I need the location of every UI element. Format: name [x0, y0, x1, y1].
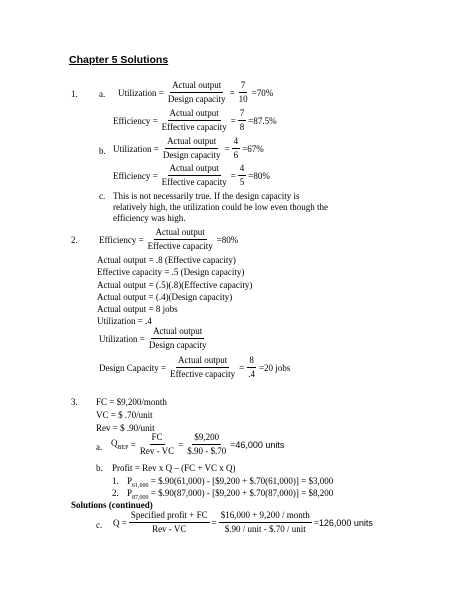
- equation-lhs: Design Capacity: [99, 362, 159, 373]
- fraction-numerator: $16,000 + 9,200 / month: [219, 510, 312, 523]
- fraction-denominator: Design capacity: [167, 94, 226, 104]
- equation-result: 126,000 units: [318, 517, 373, 528]
- equation-lhs: Utilization: [99, 333, 138, 344]
- given-vc: VC = $ .70/unit: [96, 410, 153, 420]
- fraction-numerator: Actual output: [168, 163, 221, 176]
- equation-result: 67%: [247, 143, 264, 154]
- equation-lhs: Q: [113, 517, 120, 528]
- equation-lhs: Utilization: [113, 143, 152, 154]
- part-label: b.: [96, 463, 103, 473]
- equation-utilization: Utilization = $\frac{\text{Actual output}}{\text{Design capacity}}$: [99, 326, 207, 350]
- fraction-numerator: 4: [238, 163, 247, 176]
- fraction-denominator: Effective capacity: [161, 122, 227, 132]
- fraction-denominator: $.90 / unit - $.70 / unit: [224, 524, 306, 534]
- fraction-numerator: 8: [247, 355, 256, 368]
- equation-result: 87.5%: [253, 115, 277, 126]
- text-line: Actual output = (.4)(Design capacity): [97, 291, 233, 302]
- text-line: Actual output = .8 (Effective capacity): [97, 255, 236, 265]
- equation-efficiency-b: Efficiency = $\frac{\text{Actual output}}{\text{Effective capacity}}$ = $\frac{4}{5}$ = 80%: [113, 163, 270, 187]
- fraction-denominator: Effective capacity: [147, 241, 213, 251]
- fraction-denominator: Effective capacity: [170, 369, 236, 379]
- subscript: BEP: [117, 444, 129, 451]
- fraction-numerator: Actual output: [165, 136, 218, 149]
- fraction: [161, 136, 223, 161]
- fraction-numerator: Actual output: [168, 108, 221, 121]
- subscript: 87,000: [132, 494, 149, 501]
- text-line: Utilization = .4: [97, 316, 152, 327]
- equation-result: 70%: [256, 87, 274, 98]
- fraction-numerator: Actual output: [151, 326, 204, 339]
- fraction: [147, 326, 209, 351]
- fraction-denominator: 8: [239, 122, 245, 132]
- list-number: 1.: [112, 476, 119, 486]
- fraction: [237, 80, 250, 105]
- fraction: [160, 108, 229, 133]
- fraction: [166, 80, 228, 105]
- part-label: a.: [96, 442, 103, 452]
- equation-lhs: Efficiency: [113, 170, 151, 181]
- part-label: c.: [99, 191, 106, 201]
- fraction: [129, 510, 210, 535]
- fraction-denominator: .4: [248, 369, 255, 379]
- equation-efficiency-a: Efficiency = $\frac{\text{Actual output}}{\text{Effective capacity}}$ = $\frac{7}{8}$ = 87.5%: [113, 108, 277, 132]
- equation-efficiency: Efficiency = $\frac{\text{Actual output}}{\text{Effective capacity}}$ = 80%: [99, 227, 239, 251]
- equation-lhs: [111, 438, 129, 451]
- fraction-denominator: Rev - VC: [139, 446, 175, 456]
- equation-utilization-a: Utilization = $\frac{\text{Actual output}}{\text{Design capacity}}$ = $\frac{7}{10}$ = 70%: [118, 80, 274, 104]
- equation-lhs: Efficiency: [99, 234, 137, 245]
- fraction-denominator: Rev - VC: [152, 524, 187, 534]
- fraction-denominator: 10: [238, 94, 248, 104]
- variable: P: [127, 476, 133, 486]
- given-rev: Rev = $ .90/unit: [96, 423, 155, 433]
- fraction-denominator: $.90 - $.70: [187, 446, 227, 456]
- list-number: 2.: [112, 488, 119, 498]
- equation-target-profit: Q = $\frac{\text{Specified profit + FC}}{\text{Rev - VC}}$ = $\frac{\text{\$16,000 + 9,200 / month}}{\text{\$.90 / unit - \$.70 / unit}}$ = 126,000 units: [113, 510, 373, 534]
- text-line: Actual output = (.5)(.8)(Effective capacity): [97, 279, 253, 290]
- derivation-lines: [97, 254, 252, 328]
- fraction: [146, 227, 215, 252]
- equation-result: 80%: [221, 234, 239, 245]
- profit-line-1: [127, 476, 333, 489]
- problem-number: 2.: [71, 235, 78, 245]
- fraction: [219, 510, 312, 535]
- fraction-denominator: Design capacity: [162, 150, 221, 160]
- section-heading: Solutions (continued): [71, 500, 153, 510]
- fraction: [138, 432, 176, 457]
- equation-lhs: Efficiency: [113, 115, 151, 126]
- fraction-numerator: 7: [238, 108, 247, 121]
- fraction-denominator: Design capacity: [148, 340, 207, 350]
- expression: = $.90(87,000) - [$9,200 + $.70(87,000)] = $8,200: [148, 488, 334, 498]
- fraction: [238, 163, 247, 188]
- fraction: [168, 355, 237, 380]
- fraction-denominator: 5: [239, 177, 245, 187]
- part-label: c.: [96, 520, 103, 530]
- equation-result: 46,000 units: [235, 439, 285, 450]
- variable: Q: [111, 438, 118, 449]
- fraction-numerator: Actual output: [170, 80, 223, 93]
- text-line: Actual output = 8 jobs: [97, 304, 178, 315]
- page-title: Chapter 5 Solutions: [69, 54, 169, 66]
- equation-breakeven: $Q_{BEP}$ = $\frac{FC}{\text{Rev - VC}}$ = $\frac{\$9,200}{\$.90 - \$.70}$ = 46,000 units: [111, 432, 285, 456]
- fraction-numerator: FC: [150, 432, 165, 445]
- profit-line-2: [127, 488, 333, 501]
- fraction: [185, 432, 228, 457]
- fraction-numerator: Actual output: [154, 227, 207, 240]
- fraction-numerator: $9,200: [192, 432, 221, 445]
- equation-result: 80%: [253, 170, 270, 181]
- equation-result: 20 jobs: [264, 362, 291, 373]
- fraction-numerator: Actual output: [176, 355, 229, 368]
- fraction-denominator: 6: [233, 150, 239, 160]
- equation-lhs: Utilization: [118, 87, 157, 98]
- fraction: [238, 108, 247, 133]
- fraction-numerator: Specified profit + FC: [129, 510, 210, 523]
- given-fc: FC = $9,200/month: [96, 397, 167, 407]
- paragraph: This is not necessarily true. If the design capacity is relatively high, the utilization could be low even though the efficiency was high.: [113, 191, 328, 223]
- fraction: [160, 163, 229, 188]
- problem-number: 1.: [71, 89, 78, 99]
- fraction-denominator: Effective capacity: [161, 177, 227, 187]
- part-label: a.: [99, 89, 106, 99]
- problem-number: 3.: [71, 397, 78, 407]
- part-label: b.: [99, 146, 106, 156]
- text-line: Effective capacity = .5 (Design capacity): [97, 267, 245, 278]
- fraction-numerator: 7: [239, 80, 248, 93]
- equation-utilization-b: Utilization = $\frac{\text{Actual output}}{\text{Design capacity}}$ = $\frac{4}{6}$ = 67%: [113, 136, 264, 160]
- fraction: [246, 355, 257, 380]
- equation-design-capacity: Design Capacity = $\frac{\text{Actual output}}{\text{Effective capacity}}$ = $\frac{8}{.4}$ = 20 jobs: [99, 355, 291, 379]
- profit-formula: Profit = Rev x Q – (FC + VC x Q): [112, 463, 236, 473]
- fraction-numerator: 4: [232, 136, 241, 149]
- variable: P: [127, 488, 133, 498]
- subscript: 61,000: [132, 482, 149, 489]
- expression: = $.90(61,000) - [$9,200 + $.70(61,000)] = $3,000: [148, 476, 334, 486]
- fraction: [232, 136, 241, 161]
